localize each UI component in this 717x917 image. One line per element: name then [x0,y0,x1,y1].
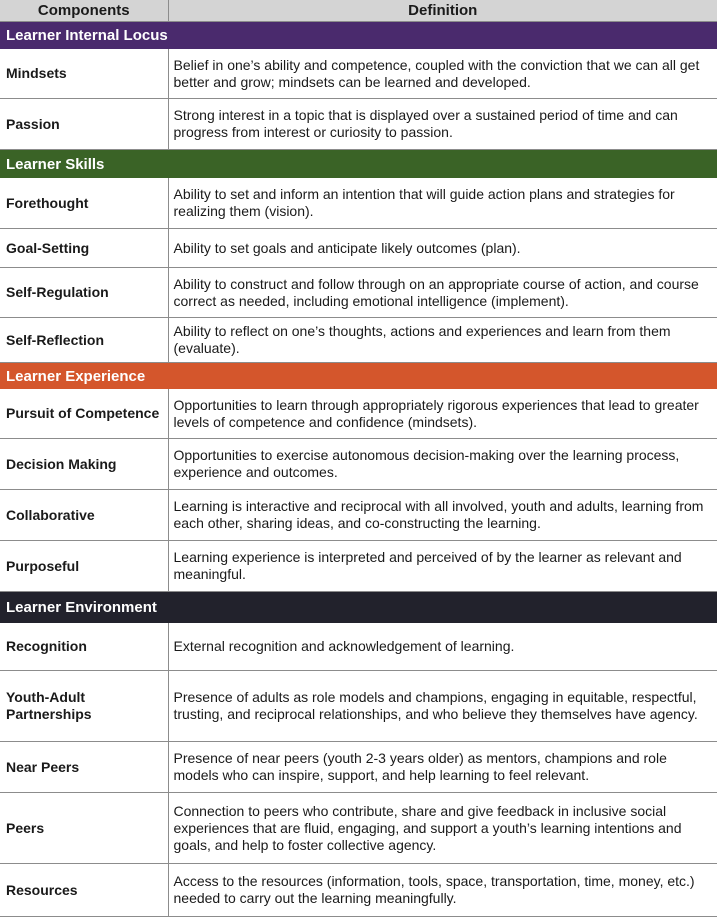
table-row [0,490,717,541]
table-row [0,49,717,99]
section-row-internal-locus [0,22,717,50]
component-definition: Belief in one’s ability and competence, coupled with the conviction that we can all get better and grow; mindsets can be learned and developed. [168,49,717,99]
component-definition: Opportunities to exercise autonomous decision-making over the learning process, experience and outcomes. [168,439,717,490]
component-name: Self-Reflection [0,318,168,363]
table-row [0,541,717,592]
table-row [0,671,717,742]
table-row [0,268,717,318]
section-title: Learner Skills [0,150,717,179]
component-definition: Presence of near peers (youth 2-3 years older) as mentors, champions and role models who can inspire, support, and help learning to feel relevant. [168,742,717,793]
component-name: Resources [0,864,168,917]
component-name: Recognition [0,623,168,671]
table-row [0,793,717,864]
component-name: Near Peers [0,742,168,793]
component-definition: Strong interest in a topic that is displayed over a sustained period of time and can progress from interest or curiosity to passion. [168,99,717,150]
section-title: Learner Environment [0,592,717,624]
table-row [0,99,717,150]
component-definition: Ability to reflect on one’s thoughts, actions and experiences and learn from them (evaluate). [168,318,717,363]
table-row [0,864,717,917]
section-row-experience [0,363,717,390]
components-header: Components [0,0,168,22]
table-row [0,742,717,793]
component-name: Self-Regulation [0,268,168,318]
table-row [0,178,717,229]
section-title: Learner Experience [0,363,717,390]
table-row [0,439,717,490]
component-name: Forethought [0,178,168,229]
component-name: Pursuit of Competence [0,389,168,439]
component-name: Peers [0,793,168,864]
component-definition: Opportunities to learn through appropriately rigorous experiences that lead to greater levels of competence and confidence (mindsets). [168,389,717,439]
component-name: Youth-Adult Partnerships [0,671,168,742]
table-row [0,389,717,439]
component-name: Decision Making [0,439,168,490]
component-name: Goal-Setting [0,229,168,268]
component-definition: Access to the resources (information, tools, space, transportation, time, money, etc.) needed to carry out the learning meaningfully. [168,864,717,917]
definition-header: Definition [168,0,717,22]
component-name: Purposeful [0,541,168,592]
component-definition: Connection to peers who contribute, share and give feedback in inclusive social experiences that are fluid, engaging, and support a youth’s learning intentions and goals, and help to foster collective agency. [168,793,717,864]
section-row-environment [0,592,717,624]
table-row [0,623,717,671]
component-definition: Ability to construct and follow through on an appropriate course of action, and course correct as needed, including emotional intelligence (implement). [168,268,717,318]
component-name: Passion [0,99,168,150]
component-definition: Presence of adults as role models and champions, engaging in equitable, respectful, trusting, and reciprocal relationships, and who believe they themselves have agency. [168,671,717,742]
component-definition: Ability to set and inform an intention that will guide action plans and strategies for realizing them (vision). [168,178,717,229]
component-definition: Ability to set goals and anticipate likely outcomes (plan). [168,229,717,268]
component-definition: Learning is interactive and reciprocal with all involved, youth and adults, learning from each other, sharing ideas, and co-constructing the learning. [168,490,717,541]
header-row [0,0,717,22]
component-name: Mindsets [0,49,168,99]
component-definition: External recognition and acknowledgement of learning. [168,623,717,671]
component-definition: Learning experience is interpreted and perceived of by the learner as relevant and meaningful. [168,541,717,592]
component-name: Collaborative [0,490,168,541]
section-row-skills [0,150,717,179]
table-row [0,318,717,363]
table-row [0,229,717,268]
section-title: Learner Internal Locus [0,22,717,50]
